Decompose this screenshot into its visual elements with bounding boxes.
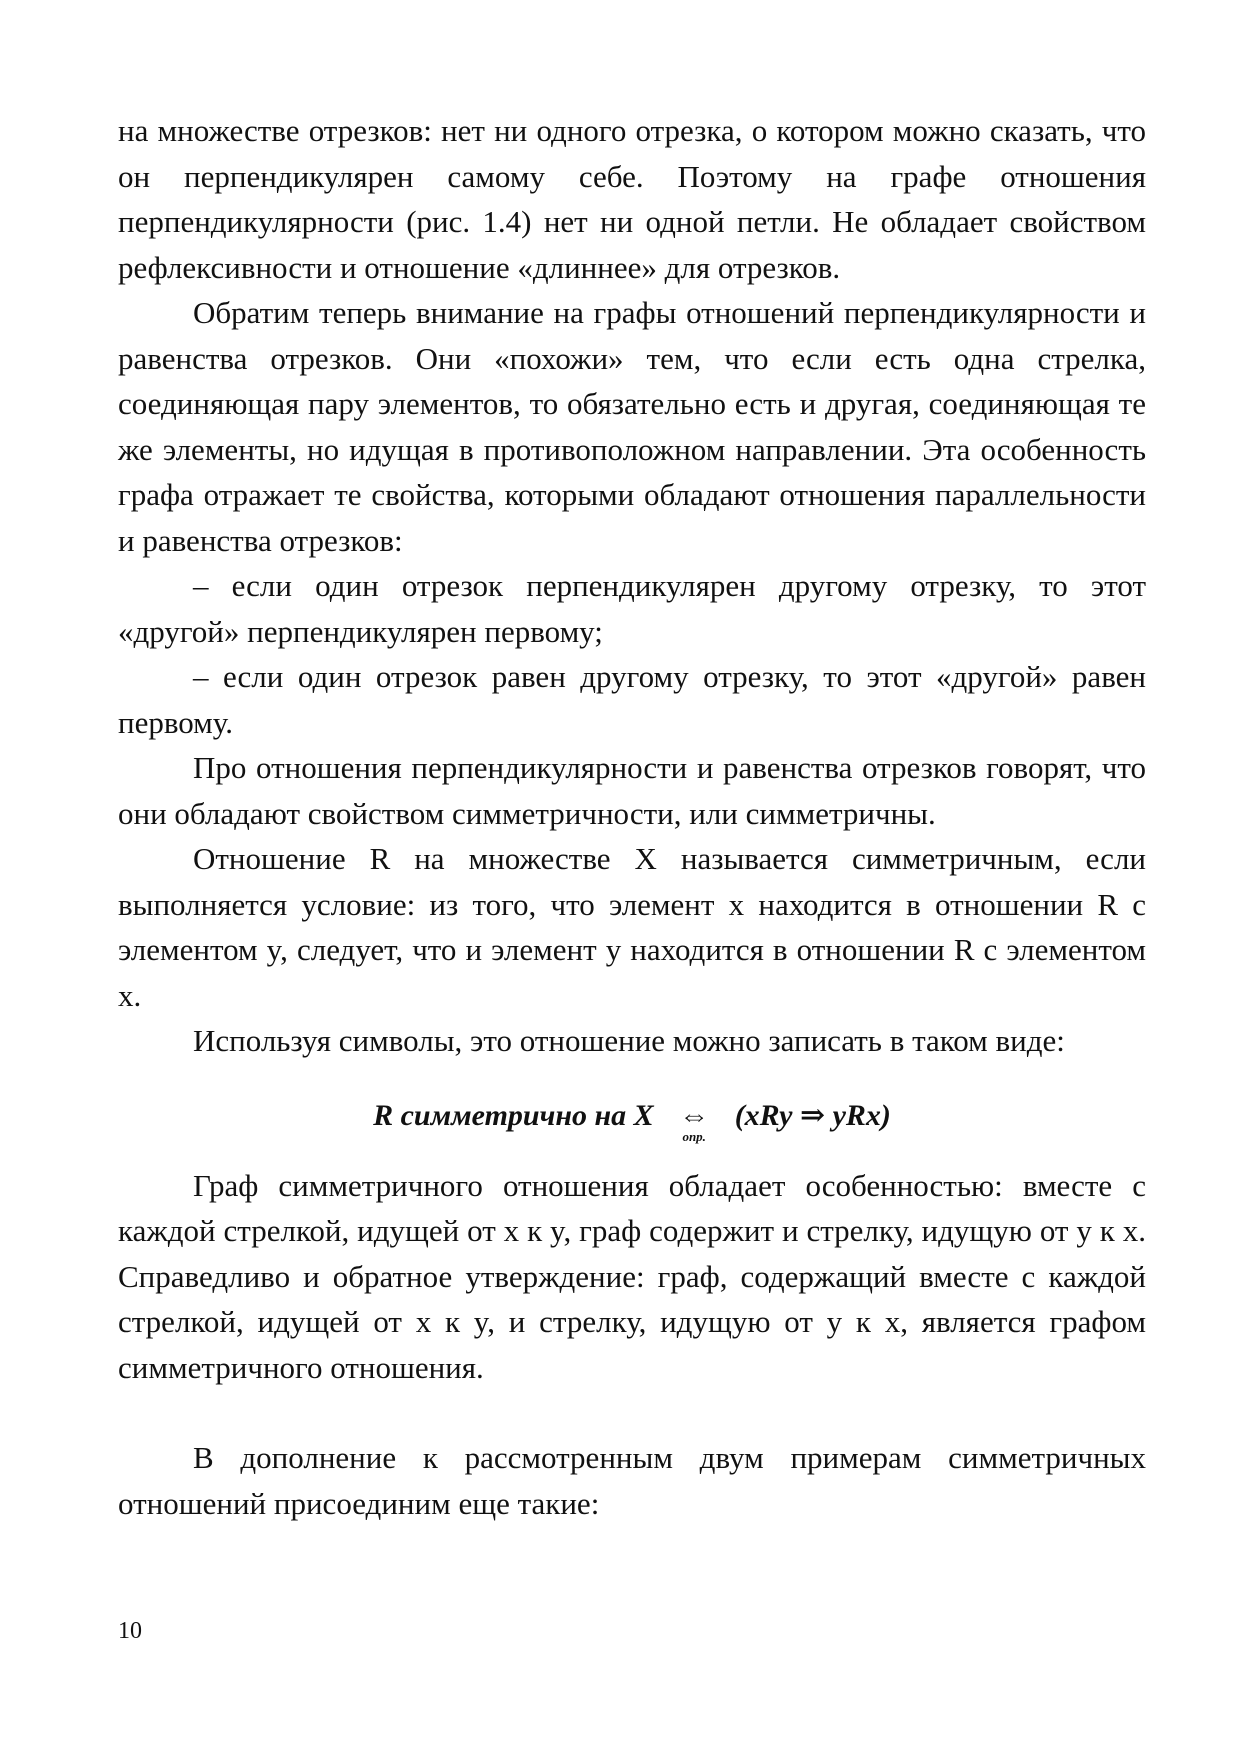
paragraph-1: на множестве отрезков: нет ни одного отрезка, о котором можно сказать, что он перпендикулярен самому себе. Поэтому на графе отношения перпендикулярности (рис. 1.4) нет ни одной петли. Не обладает свойством рефлексивности и отношение «длиннее» для отрезков. <box>118 113 1146 285</box>
formula-right: (xRy ⇒ yRx) <box>734 1098 891 1132</box>
definition-symmetric: Отношение R на множестве X называется симметричным, если выполняется условие: из того, что элемент x находится в отношении R с элементом y, следует, что и элемент y находится в отношении R с элементом x. <box>118 841 1146 1013</box>
formula-left: R симметрично на X <box>373 1098 654 1132</box>
page-body <box>118 108 1146 1526</box>
list-item-perpendicular: – если один отрезок перпендикулярен другому отрезку, то этот «другой» перпендикулярен первому; <box>118 568 1146 649</box>
paragraph-2: Обратим теперь внимание на графы отношений перпендикулярности и равенства отрезков. Они «похожи» тем, что если есть одна стрелка, соединяющая пару элементов, то обязательно есть и другая, соединяющая те же элементы, но идущая в противоположном направлении. Эта особенность графа отражает те свойства, которыми обладают отношения параллельности и равенства отрезков: <box>118 295 1146 558</box>
operator-subscript: опр. <box>682 1128 706 1144</box>
page-number: 10 <box>118 1618 142 1644</box>
paragraph-symbols: Используя символы, это отношение можно записать в таком виде: <box>193 1023 1065 1058</box>
paragraph-symmetric-intro: Про отношения перпендикулярности и равенства отрезков говорят, что они обладают свойством симметричности, или симметричны. <box>118 750 1146 831</box>
paragraph-graph: Граф симметричного отношения обладает особенностью: вместе с каждой стрелкой, идущей от x к y, граф содержит и стрелку, идущую от y к x. Справедливо и обратное утверждение: граф, содержащий вместе с каждой стрелкой, идущей от x к y, и стрелку, идущую от y к x, является графом симметричного отношения. <box>118 1167 1146 1385</box>
list-item-equal: – если один отрезок равен другому отрезку, то этот «другой» равен первому. <box>118 659 1146 740</box>
paragraph-additional: В дополнение к рассмотренным двум примерам симметричных отношений присоединим еще такие: <box>118 1440 1146 1521</box>
formula-symmetric <box>118 1098 1146 1144</box>
equivalence-symbol: ⇔ <box>679 1098 710 1132</box>
equivalence-operator <box>679 1098 710 1144</box>
